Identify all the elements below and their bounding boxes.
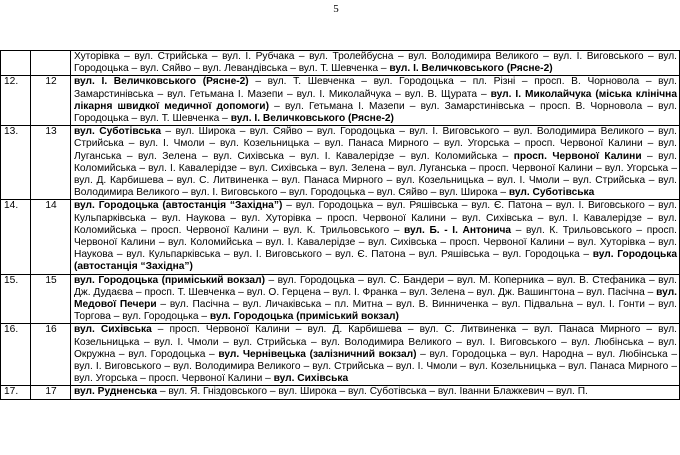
terminal-stop: вул. І. Величковського (Рясне-2)	[74, 76, 249, 88]
street-sequence: – вул. Т. Шевченка – вул. Городоцька – пл. Різні – просп. В. Чорновола – вул. Замарстинівська – вул. Гетьмана І. Мазепи – вул. І. Миколайчука – вул. В. Щурата –	[74, 76, 678, 100]
street-sequence: – просп. Червоної Калини – вул. Д. Карбишева – вул. С. Литвиненка – вул. Панаса Мирного – вул. Козельницька – вул. І. Чмоли – вул. Стрийська – вул. Володимира Великого – вул. І. Виговського – вул. Любінська – вул. Окружна – вул. Городоцька –	[74, 324, 677, 360]
terminal-stop: вул. Рудненська	[74, 386, 158, 398]
route-path	[71, 76, 680, 126]
route-row	[1, 386, 680, 399]
street-sequence: – вул. Городоцька – вул. С. Бандери – вул. М. Коперника – вул. В. Стефаника – вул. Дж. Дудаєва – просп. Т. Шевченка – вул. О. Герцена – вул. І. Франка – вул. Зелена – вул. Дж. Вашингтона – вул. Пасічна –	[74, 274, 677, 298]
route-row	[1, 51, 680, 76]
street-sequence: – вул. Городоцька – вул. Ряшівська – вул. Є. Патона – вул. І. Виговського – вул. Кульпарківська – вул. Наукова – вул. Хуторівка – просп. Червоної Калини – вул. Сихівська – вул. І. Кавалерідзе – вул. Коломийська – просп. Червоної Калини – вул. К. Трильовського –	[74, 200, 678, 236]
street-sequence: – вул. Широка – вул. Сяйво – вул. Городоцька – вул. І. Виговського – вул. Володимира Великого – вул. Стрийська – вул. І. Чмоли – вул. Козельницька – вул. Панаса Мирного – вул. Угорська – просп. Червоної Калини – вул. Луганська – вул. Зелена – вул. Сихівська – вул. І. Кавалерідзе – вул. Коломийська –	[74, 126, 677, 162]
row-number: 15.	[1, 274, 31, 324]
row-number: 16.	[1, 324, 31, 386]
routes-table	[0, 50, 680, 400]
terminal-stop: вул. Суботівська	[74, 126, 162, 138]
route-row	[1, 126, 680, 200]
route-path	[71, 51, 680, 76]
route-number: 13	[31, 126, 71, 200]
route-row	[1, 200, 680, 274]
terminal-stop: просп. Червоної Калини	[513, 150, 642, 162]
terminal-stop: вул. Суботівська	[508, 187, 595, 199]
page-number: 5	[333, 3, 339, 15]
route-path	[71, 274, 680, 324]
terminal-stop: вул. Сихівська	[273, 373, 349, 385]
terminal-stop: вул. Б. - І. Антонича	[404, 224, 512, 236]
terminal-stop: вул. І. Величковського (Рясне-2)	[389, 63, 553, 75]
street-sequence: – вул. Пасічна – вул. Личаківська – пл. Митна – вул. В. Винниченка – вул. Підвальна – вул. І. Гонти – вул. Торгова – вул. Городоцька –	[74, 299, 677, 323]
terminal-stop: вул. Городоцька (автостанція “Західна”)	[74, 200, 283, 212]
row-number: 12.	[1, 76, 31, 126]
row-number: 14.	[1, 200, 31, 274]
route-path	[71, 200, 680, 274]
route-number: 14	[31, 200, 71, 274]
street-sequence: – вул. К. Трильовського – просп. Червоної Калини – вул. Коломийська – вул. І. Кавалерідзе – вул. Сихівська – просп. Червоної Калини – вул. Хуторівка – вул. Наукова – вул. Кульпарківська – вул. І. Виговського – вул. Є. Патона – вул. Ряшівська – вул. Городоцька –	[74, 224, 677, 261]
row-number	[1, 51, 31, 76]
route-number: 16	[31, 324, 71, 386]
terminal-stop: вул. Сихівська	[74, 324, 152, 336]
row-number: 17.	[1, 386, 31, 399]
street-sequence: Хуторівка – вул. Стрийська – вул. І. Рубчака – вул. Тролейбусна – вул. Володимира Великого – вул. І. Виговського – вул. Городоцька – вул. Сяйво – вул. Левандівська – вул. Т. Шевченка –	[74, 51, 677, 75]
terminal-stop: вул. Чернівецька (залізничний вокзал)	[218, 348, 417, 360]
street-sequence: – вул. Городоцька – вул. Народна – вул. Любінська – вул. І. Виговського – вул. Володимира Великого – вул. Стрийська – вул. І. Чмоли – вул. Козельницька – вул. Панаса Мирного – вул. Угорська – просп. Червоної Калини –	[74, 348, 677, 385]
terminal-stop: вул. І. Величковського (Рясне-2)	[230, 113, 394, 125]
route-path	[71, 324, 680, 386]
route-number	[31, 51, 71, 76]
terminal-stop: вул. Медової Печери	[74, 286, 677, 311]
route-number: 12	[31, 76, 71, 126]
route-row	[1, 274, 680, 324]
route-number: 15	[31, 274, 71, 324]
routes-table-body	[1, 51, 680, 400]
route-number: 17	[31, 386, 71, 399]
terminal-stop: вул. І. Миколайчука (міська клінічна лікарня швидкої медичної допомоги)	[74, 88, 677, 112]
route-row	[1, 324, 680, 386]
street-sequence: – вул. Коломийська – вул. І. Кавалерідзе – вул. Сихівська – вул. Зелена – вул. Луганська – просп. Червоної Калини – вул. Угорська – вул. Д. Карбишева – вул. С. Литвиненка – вул. Панаса Мирного – вул. Козельницька – вул. І. Чмоли – вул. Стрийська – вул. Володимира Великого – вул. І. Виговського – вул. Городоцька – вул. Сяйво – вул. Широка –	[74, 150, 677, 199]
row-number: 13.	[1, 126, 31, 200]
route-path	[71, 126, 680, 200]
route-path	[71, 386, 680, 399]
terminal-stop: вул. Городоцька (приміський вокзал)	[209, 311, 399, 323]
route-row	[1, 76, 680, 126]
street-sequence: – вул. Гетьмана І. Мазепи – вул. Замарстинівська – просп. В. Чорновола – вул. Городоцька – вул. Т. Шевченка –	[74, 100, 677, 125]
street-sequence: – вул. Я. Гніздовського – вул. Широка – вул. Суботівська – вул. Іванни Блажкевич – вул. П.	[157, 386, 588, 398]
terminal-stop: вул. Городоцька (автостанція “Західна”)	[74, 249, 677, 273]
terminal-stop: вул. Городоцька (приміський вокзал)	[74, 274, 265, 286]
